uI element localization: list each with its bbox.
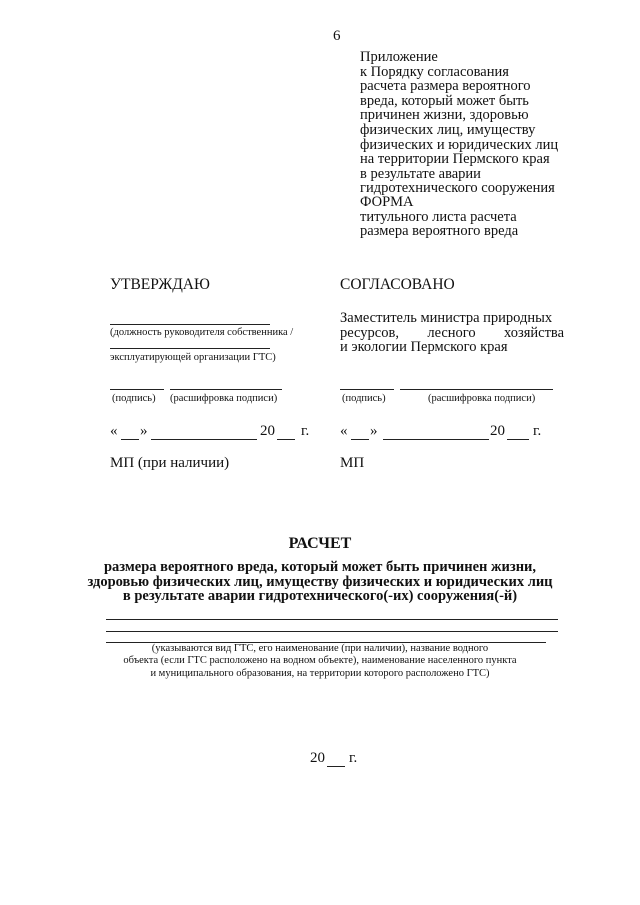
stamp-label: МП (при наличии) (110, 455, 230, 471)
date-close-quote: » (140, 423, 148, 439)
appendix-line: гидротехнического сооружения (360, 180, 555, 197)
stamp-label: МП (340, 455, 365, 471)
decoding-line (400, 389, 553, 390)
date-year-prefix: 20 (490, 423, 505, 439)
minister-line-justified (340, 326, 564, 341)
appendix-line: вреда, который может быть (360, 92, 529, 109)
date-open-quote: « (340, 423, 348, 439)
appendix-line: на территории Пермского края (360, 151, 550, 168)
note-line: объекта (если ГТС расположено на водном объекте), наименование населенного пункта (123, 655, 517, 667)
position-caption: эксплуатирующей организации ГТС) (110, 352, 276, 363)
year-suffix: г. (349, 750, 358, 766)
calculation-title: РАСЧЕТ (288, 535, 352, 552)
fill-line (106, 619, 558, 620)
date-close-quote: » (370, 423, 378, 439)
appendix-line: в результате аварии (360, 165, 481, 182)
appendix-line: физических и юридических лиц (360, 136, 559, 153)
minister-word: хозяйства (504, 324, 564, 341)
date-day-line (351, 439, 369, 440)
signature-line (110, 389, 164, 390)
date-year-line (277, 439, 295, 440)
calculation-subtitle (0, 560, 640, 604)
minister-title (340, 311, 564, 355)
date-day-line (121, 439, 139, 440)
appendix-line: физических лиц, имуществу (360, 121, 536, 138)
minister-word: ресурсов, (340, 324, 399, 341)
form-line: размера вероятного вреда (360, 223, 519, 240)
decoding-caption: (расшифровка подписи) (170, 393, 278, 404)
minister-word: лесного (427, 324, 476, 341)
date-month-line (151, 439, 257, 440)
subtitle-line: здоровью физических лиц, имуществу физических и юридических лиц (87, 573, 553, 590)
minister-line: и экологии Пермского края (340, 339, 508, 356)
year-prefix: 20 (310, 750, 325, 766)
signature-caption: (подпись) (112, 393, 156, 404)
decoding-caption: (расшифровка подписи) (428, 393, 536, 404)
appendix-line: к Порядку согласования (360, 63, 509, 80)
date-year-suffix: г. (301, 423, 310, 439)
appendix-block (360, 50, 558, 196)
decoding-line (170, 389, 282, 390)
date-year-prefix: 20 (260, 423, 275, 439)
position-line (110, 348, 270, 349)
agree-heading: СОГЛАСОВАНО (340, 276, 455, 293)
form-line: титульного листа расчета (360, 208, 517, 225)
object-note (0, 643, 640, 680)
appendix-line: причинен жизни, здоровью (360, 107, 529, 124)
form-block (360, 195, 518, 239)
form-label: ФОРМА (360, 194, 414, 210)
subtitle-line: в результате аварии гидротехнического(-их) сооружения(-й) (122, 588, 518, 605)
approve-heading: УТВЕРЖДАЮ (110, 276, 210, 293)
position-caption: (должность руководителя собственника / (110, 327, 294, 338)
subtitle-line: размера вероятного вреда, который может быть причинен жизни, (103, 559, 537, 575)
signature-caption: (подпись) (342, 393, 386, 404)
position-line (110, 324, 270, 325)
fill-line (106, 631, 558, 632)
appendix-line: Приложение (360, 49, 438, 65)
note-line: и муниципального образования, на территории которого расположено ГТС) (150, 667, 490, 679)
minister-line: Заместитель министра природных (340, 310, 553, 326)
page-number: 6 (333, 28, 341, 44)
date-month-line (383, 439, 489, 440)
signature-line (340, 389, 394, 390)
date-year-line (507, 439, 529, 440)
note-line: (указываются вид ГТС, его наименование (при наличии), название водного (151, 643, 489, 654)
date-open-quote: « (110, 423, 118, 439)
appendix-line: расчета размера вероятного (360, 78, 531, 95)
year-line (327, 766, 345, 767)
date-year-suffix: г. (533, 423, 542, 439)
